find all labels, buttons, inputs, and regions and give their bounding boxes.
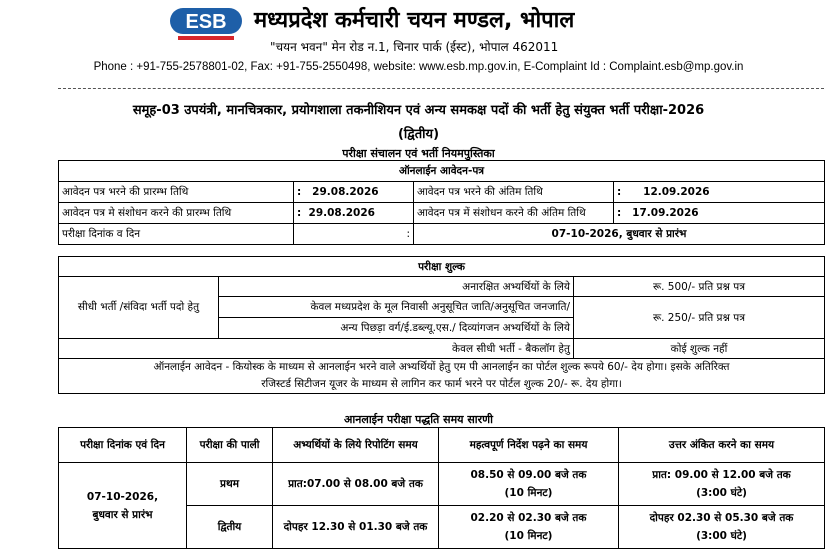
application-heading: ऑनलाईन आवेदन-पत्र — [59, 161, 825, 182]
table-row — [59, 463, 825, 506]
contact-line: Phone : +91-755-2578801-02, Fax: +91-755-2550498, website: www.esb.mp.gov.in, E-Complaint Id : Complaint.esb@mp.gov.in — [93, 61, 744, 73]
booklet-heading: परीक्षा संचालन एवं भर्ती नियमपुस्तिका — [342, 147, 495, 160]
portal-fee-note-line1: ऑनलाईन आवेदन - कियोस्क के माध्यम से आनलाईन भरने वाले अभ्यर्थियों हेतु एम पी आनलाईन का पोर्टल शुल्क रूपये 60/- देय होगा। इसके अतिरिक्त — [153, 361, 730, 373]
col-shift: परीक्षा की पाली — [187, 428, 273, 463]
edit-start-value: : 29.08.2026 — [294, 203, 414, 224]
col-instructions: महत्वपूर्ण निर्देश पढ़ने का समय — [439, 428, 619, 463]
backlog-fee: कोई शुल्क नहीं — [574, 339, 825, 359]
edit-start-label: आवेदन पत्र मे संशोधन करने की प्रारम्भ तिथि — [59, 203, 294, 224]
application-table — [58, 160, 825, 245]
instructions-cell: 02.20 से 02.30 बजे तक (10 मिनट) — [439, 506, 619, 549]
reporting-cell: दोपहर 12.30 से 01.30 बजे तक — [273, 506, 439, 549]
esb-logo — [170, 6, 244, 42]
unreserved-fee: रू. 500/- प्रति प्रश्न पत्र — [574, 277, 825, 297]
organization-name: मध्यप्रदेश कर्मचारी चयन मण्डल, भोपाल — [254, 8, 575, 33]
start-date-value: : 29.08.2026 — [294, 182, 414, 203]
end-date-label: आवेदन पत्र भरने की अंतिम तिथि — [414, 182, 614, 203]
portal-fee-note-line2: रजिस्टर्ड सिटीजन यूजर के माध्यम से लागिन कर फार्म भरने पर पोर्टल शुल्क 20/- रू. देय होगा। — [261, 378, 622, 390]
instructions-cell: 08.50 से 09.00 बजे तक (10 मिनट) — [439, 463, 619, 506]
answer-cell: दोपहर 02.30 से 05.30 बजे तक (3:00 घंटे) — [619, 506, 825, 549]
fee-table — [58, 256, 825, 394]
edit-end-value: : 17.09.2026 — [614, 203, 825, 224]
reserved-fee: रू. 250/- प्रति प्रश्न पत्र — [574, 297, 825, 339]
reporting-cell: प्रात:07.00 से 08.00 बजे तक — [273, 463, 439, 506]
col-exam-date: परीक्षा दिनांक एवं दिन — [59, 428, 187, 463]
svg-text:ESB: ESB — [185, 11, 227, 33]
col-answer: उत्तर अंकित करने का समय — [619, 428, 825, 463]
reserved-label-line1: केवल मध्यप्रदेश के मूल निवासी अनुसूचित जाति/अनुसूचित जनजाति/ — [219, 297, 574, 318]
unreserved-label: अनारक्षित अभ्यर्थियों के लिये — [219, 277, 574, 297]
col-reporting: अभ्यर्थियों के लिये रिपोटिंग समय — [273, 428, 439, 463]
exam-date-value: 07-10-2026, बुधवार से प्रारंभ — [414, 224, 825, 245]
shift-cell: प्रथम — [187, 463, 273, 506]
exam-date-label: परीक्षा दिनांक व दिन — [59, 224, 294, 245]
letterhead — [0, 0, 837, 90]
edit-end-label: आवेदन पत्र में संशोधन करने की अंतिम तिथि — [414, 203, 614, 224]
reserved-label-line2: अन्य पिछड़ा वर्ग/ई.डब्ल्यू.एस./ दिव्यांगजन अभ्यर्थियों के लिये — [219, 318, 574, 339]
backlog-label: केवल सीधी भर्ती - बैकलॉग हेतु — [59, 339, 574, 359]
organization-address: "चयन भवन" मेन रोड न.1, चिनार पार्क (ईस्ट), भोपाल 462011 — [270, 40, 559, 54]
schedule-table — [58, 427, 825, 549]
exam-date-cell: 07-10-2026, बुधवार से प्रारंभ — [59, 463, 187, 549]
document-title: समूह-03 उपयंत्री, मानचित्रकार, प्रयोगशाला तकनीशियन एवं अन्य समकक्ष पदों की भर्ती हेतु संयुक्त भर्ती परीक्षा-2026 — [132, 103, 705, 118]
shift-cell: द्वितीय — [187, 506, 273, 549]
header-divider — [58, 88, 824, 89]
schedule-heading: आनलाईन परीक्षा पद्धति समय सारणी — [344, 413, 493, 426]
portal-fee-note — [59, 359, 825, 394]
answer-cell: प्रात: 09.00 से 12.00 बजे तक (3:00 घंटे) — [619, 463, 825, 506]
document-subtitle: (द्वितीय) — [397, 127, 440, 142]
fee-heading: परीक्षा शुल्क — [59, 257, 825, 277]
end-date-value: : 12.09.2026 — [614, 182, 825, 203]
start-date-label: आवेदन पत्र भरने की प्रारम्भ तिथि — [59, 182, 294, 203]
exam-date-colon: : — [294, 224, 414, 245]
fee-category: सीधी भर्ती /संविदा भर्ती पदो हेतु — [59, 277, 219, 339]
